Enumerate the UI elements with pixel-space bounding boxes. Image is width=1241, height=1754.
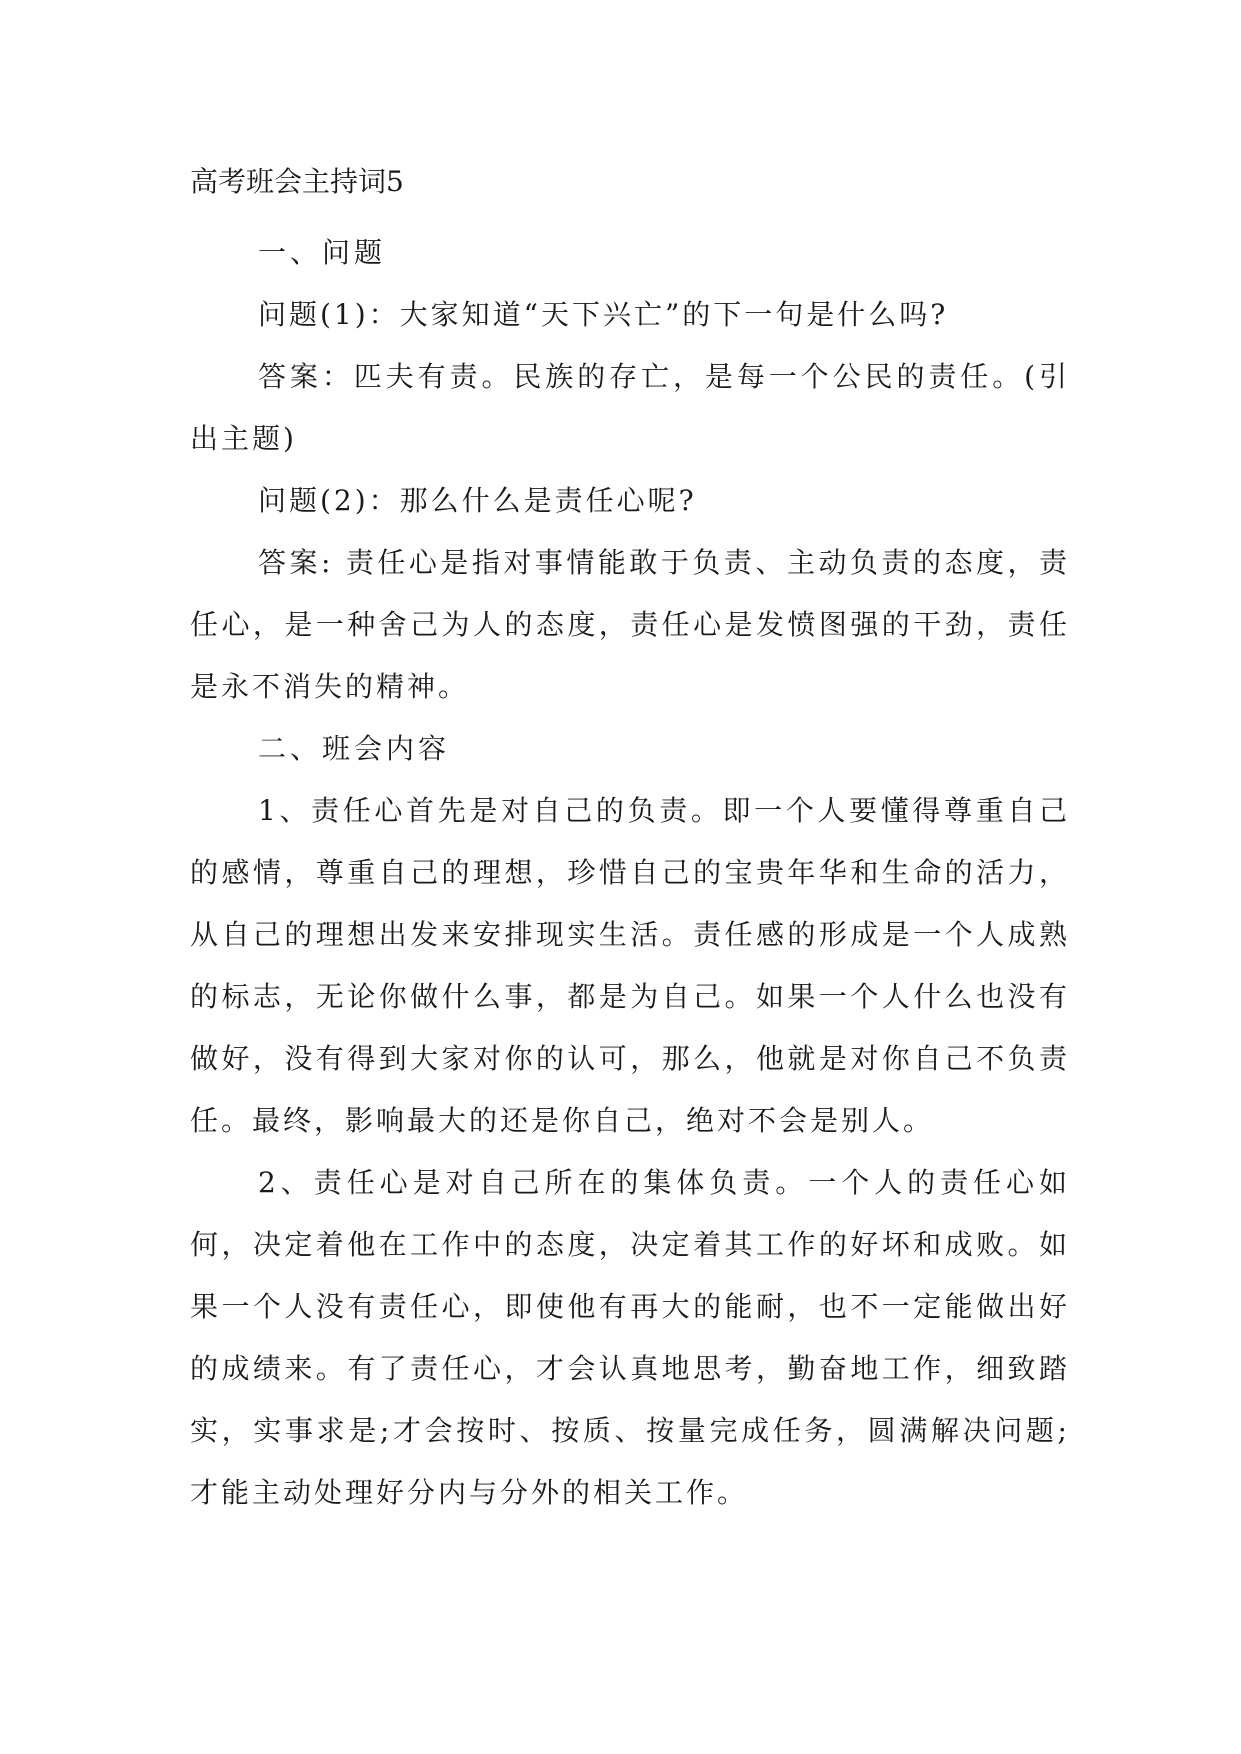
answer-1: 答案：匹夫有责。民族的存亡，是每一个公民的责任。(引出主题) — [190, 360, 1070, 455]
question-2: 问题(2)：那么什么是责任心呢? — [258, 484, 697, 517]
section-heading-content: 二、班会内容 — [258, 732, 451, 765]
answer-2: 答案: 责任心是指对事情能敢于负责、主动负责的态度，责任心，是一种舍己为人的态度，责任心是发愤图强的干劲，责任是永不消失的精神。 — [190, 546, 1070, 703]
question-1: 问题(1)：大家知道“天下兴亡”的下一句是什么吗? — [258, 298, 949, 331]
content-paragraph-1: 1、责任心首先是对自己的负责。即一个人要懂得尊重自己的感情，尊重自己的理想，珍惜自己的宝贵年华和生命的活力，从自己的理想出发来安排现实生活。责任感的形成是一个人成熟的标志，无论你做什么事，都是为自己。如果一个人什么也没有做好，没有得到大家对你的认可，那么，他就是对你自己不负责任。最终，影响最大的还是你自己，绝对不会是别人。 — [190, 794, 1070, 1137]
document-page — [190, 164, 1070, 1524]
content-paragraph-2: 2、责任心是对自己所在的集体负责。一个人的责任心如何，决定着他在工作中的态度，决定着其工作的好坏和成败。如果一个人没有责任心，即使他有再大的能耐，也不一定能做出好的成绩来。有了责任心，才会认真地思考，勤奋地工作，细致踏实，实事求是;才会按时、按质、按量完成任务，圆满解决问题;才能主动处理好分内与分外的相关工作。 — [190, 1166, 1070, 1509]
document-title: 高考班会主持词5 — [190, 165, 404, 198]
section-heading-questions: 一、问题 — [258, 236, 387, 269]
